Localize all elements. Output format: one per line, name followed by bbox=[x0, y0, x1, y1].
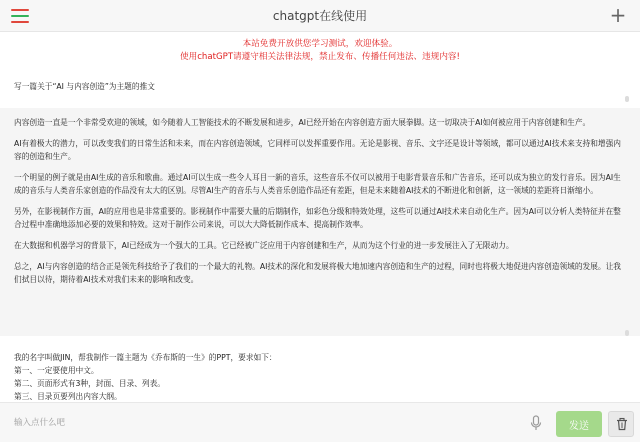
reply-paragraph: 内容创造一直是一个非常受欢迎的领域，如今随着人工智能技术的不断发展和进步，AI已经开始在内容创造方面大展拳脚。这一切取决于AI如何被应用于内容创建和生产。 bbox=[14, 118, 591, 127]
input-bar bbox=[0, 402, 640, 442]
reply-paragraph: 总之，AI与内容创造的结合正是领先科技给予了我们的一个最大的礼物。AI技术的深化和发展将极大地加速内容创造和生产的过程，同时也将极大地促进内容创造领域的发展。让我们拭目以待，期待着AI技术对我们未来的影响和改变。 bbox=[14, 262, 621, 284]
request-line: 我的名字叫做JIN，帮我制作一篇主题为《乔布斯的一生》的PPT，要求如下： bbox=[14, 353, 277, 362]
notice-line-1: 本站免费开放供您学习测试，欢迎体验。 bbox=[242, 39, 398, 49]
plus-icon[interactable]: + bbox=[609, 3, 627, 27]
assistant-reply-message bbox=[0, 108, 640, 336]
request-line: 第二、页面形式有3种，封面、目录、列表。 bbox=[14, 379, 165, 388]
reply-paragraph: 一个明显的例子就是由AI生成的音乐和歌曲。通过AI可以生成一些令人耳目一新的音乐，这些音乐不仅可以被用于电影背景音乐和广告音乐，还可以成为独立的发行音乐。因为AI生成的音乐与人类音乐家创造的作品没有太大的区别。尽管AI生产的音乐与人类音乐创造作品还有差距，但是未来随着AI技术的不断进化和创新，这一领域的差距将日渐缩小。 bbox=[14, 173, 621, 195]
user-request-message bbox=[14, 351, 620, 403]
scroll-indicator bbox=[625, 96, 629, 102]
request-line: 第三、目录页要列出内容大纲。 bbox=[14, 392, 122, 401]
send-button[interactable]: 发送 bbox=[556, 411, 602, 437]
microphone-icon[interactable] bbox=[530, 415, 542, 431]
reply-paragraph: AI有着极大的潜力，可以改变我们的日常生活和未来，而在内容创造领域，它同样可以发挥重要作用。无论是影视、音乐、文字还是设计等领域，都可以通过AI技术来支持和增强内容的创造和生产。 bbox=[14, 139, 621, 161]
trash-icon bbox=[615, 417, 629, 431]
reply-paragraph: 在大数据和机器学习的背景下，AI已经成为一个强大的工具。它已经被广泛应用于内容创建和生产，从而为这个行业的进一步发展注入了无限动力。 bbox=[14, 241, 514, 250]
message-input[interactable] bbox=[8, 409, 548, 437]
clear-button[interactable] bbox=[608, 411, 634, 437]
app-header bbox=[0, 0, 640, 32]
user-prompt-message: 写一篇关于“AI 与内容创造”为主题的推文 bbox=[14, 82, 155, 91]
request-line: 第一、一定要使用中文。 bbox=[14, 366, 99, 375]
scroll-indicator bbox=[625, 330, 629, 336]
reply-paragraph: 另外，在影视制作方面，AI的应用也是非常重要的。影视制作中需要大量的后期制作，如彩色分级和特效处理，这些可以通过AI技术来自动化生产。因为AI可以分析人类特征并在整合过程中准确地添加必要的效果和特效。这对于制作公司来说，可以大大降低制作成本、提高制作效率。 bbox=[14, 207, 621, 229]
notice-line-2: 使用chatGPT请遵守相关法律法规，禁止发布、传播任何违法、违规内容! bbox=[180, 52, 460, 62]
notice-banner bbox=[0, 38, 640, 64]
page-title: chatgpt在线使用 bbox=[272, 9, 368, 23]
